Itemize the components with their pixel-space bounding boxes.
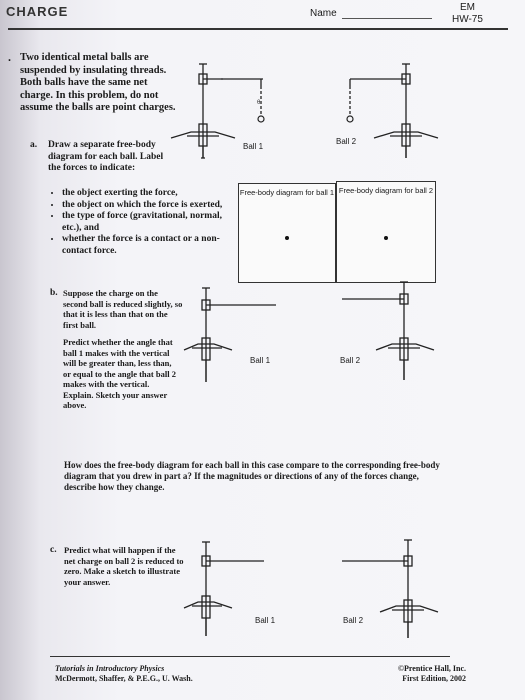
footer-rule [50, 656, 450, 657]
part-c-stand-1 [180, 540, 300, 640]
fbd-2-point [384, 236, 388, 240]
part-a-ball-1-label: Ball 1 [243, 142, 264, 151]
part-b-label: b. [50, 288, 58, 298]
part-c-stand-2 [340, 538, 450, 643]
part-a-bullet: • whether the force is a contact or a non-contact force. [62, 234, 242, 257]
fbd-1-point [285, 236, 289, 240]
fbd-box-ball-2[interactable] [336, 181, 436, 283]
fbd-1-title: Free-body diagram for ball 1 [239, 188, 335, 197]
header-code-bottom: HW-75 [452, 14, 483, 25]
part-a-bullet: • the type of force (gravitational, normal, etc.), and [62, 211, 242, 234]
part-b-text-2: Predict whether the angle that ball 1 makes with the vertical will be greater than, less than, or equal to the angle that ball 2 makes with the vertical. Explain. Sketch your answer above. [63, 337, 176, 410]
part-c-label: c. [50, 545, 57, 555]
part-c-ball-1-label: Ball 1 [255, 616, 276, 625]
header-topic: CHARGE [6, 4, 69, 19]
header-code-top: EM [459, 2, 475, 13]
footer-authors: McDermott, Shaffer, & P.E.G., U. Wash. [55, 674, 193, 683]
part-a-stand-1 [165, 62, 285, 162]
fbd-2-title: Free-body diagram for ball 2 [338, 186, 434, 195]
part-a-bullet: • the object on which the force is exerted, [62, 200, 242, 212]
part-a-stand-2 [338, 62, 458, 162]
part-b-ball-1-label: Ball 1 [250, 356, 271, 365]
fbd-box-ball-1[interactable] [238, 183, 336, 283]
part-b-stand-1 [180, 286, 300, 386]
footer-book-title: Tutorials in Introductory Physics [55, 664, 165, 673]
part-b-ball-2-label: Ball 2 [340, 356, 361, 365]
part-b-question: How does the free-body diagram for each ball in this case compare to the corresponding free-body diagram that you drew in part a? If the magnitudes or directions of any of the forces change, describe how they change. [64, 460, 440, 492]
header-rule [8, 28, 508, 30]
footer-copyright: ©Prentice Hall, Inc. [398, 664, 467, 673]
footer-edition: First Edition, 2002 [402, 674, 467, 683]
header-code [452, 2, 483, 26]
part-b-stand-2 [340, 280, 450, 385]
name-label: Name [310, 8, 337, 19]
footer-publisher [398, 664, 466, 684]
intro-text: Two identical metal balls are suspended by insulating threads. Both balls have the same net charge. In this problem, do not assume the balls are point charges. [20, 52, 176, 113]
part-a-bullets [48, 188, 242, 257]
part-a-text: Draw a separate free-body diagram for each ball. Label the forces to indicate: [48, 140, 164, 173]
part-a-label: a. [30, 140, 38, 150]
part-a-bullet: • the object exerting the force, [62, 188, 242, 200]
part-b-text-1: Suppose the charge on the second ball is reduced slightly, so that it is less than that on the first ball. [63, 288, 183, 330]
intro-bullet: . [8, 50, 11, 64]
name-line [342, 18, 432, 19]
part-c-text: Predict what will happen if the net charge on ball 2 is reduced to zero. Make a sketch to illustrate your answer. [64, 545, 184, 587]
part-a-ball-2-label: Ball 2 [336, 137, 357, 146]
footer-credit [55, 664, 193, 684]
svg-text:θ: θ [257, 100, 261, 106]
part-c-ball-2-label: Ball 2 [343, 616, 364, 625]
